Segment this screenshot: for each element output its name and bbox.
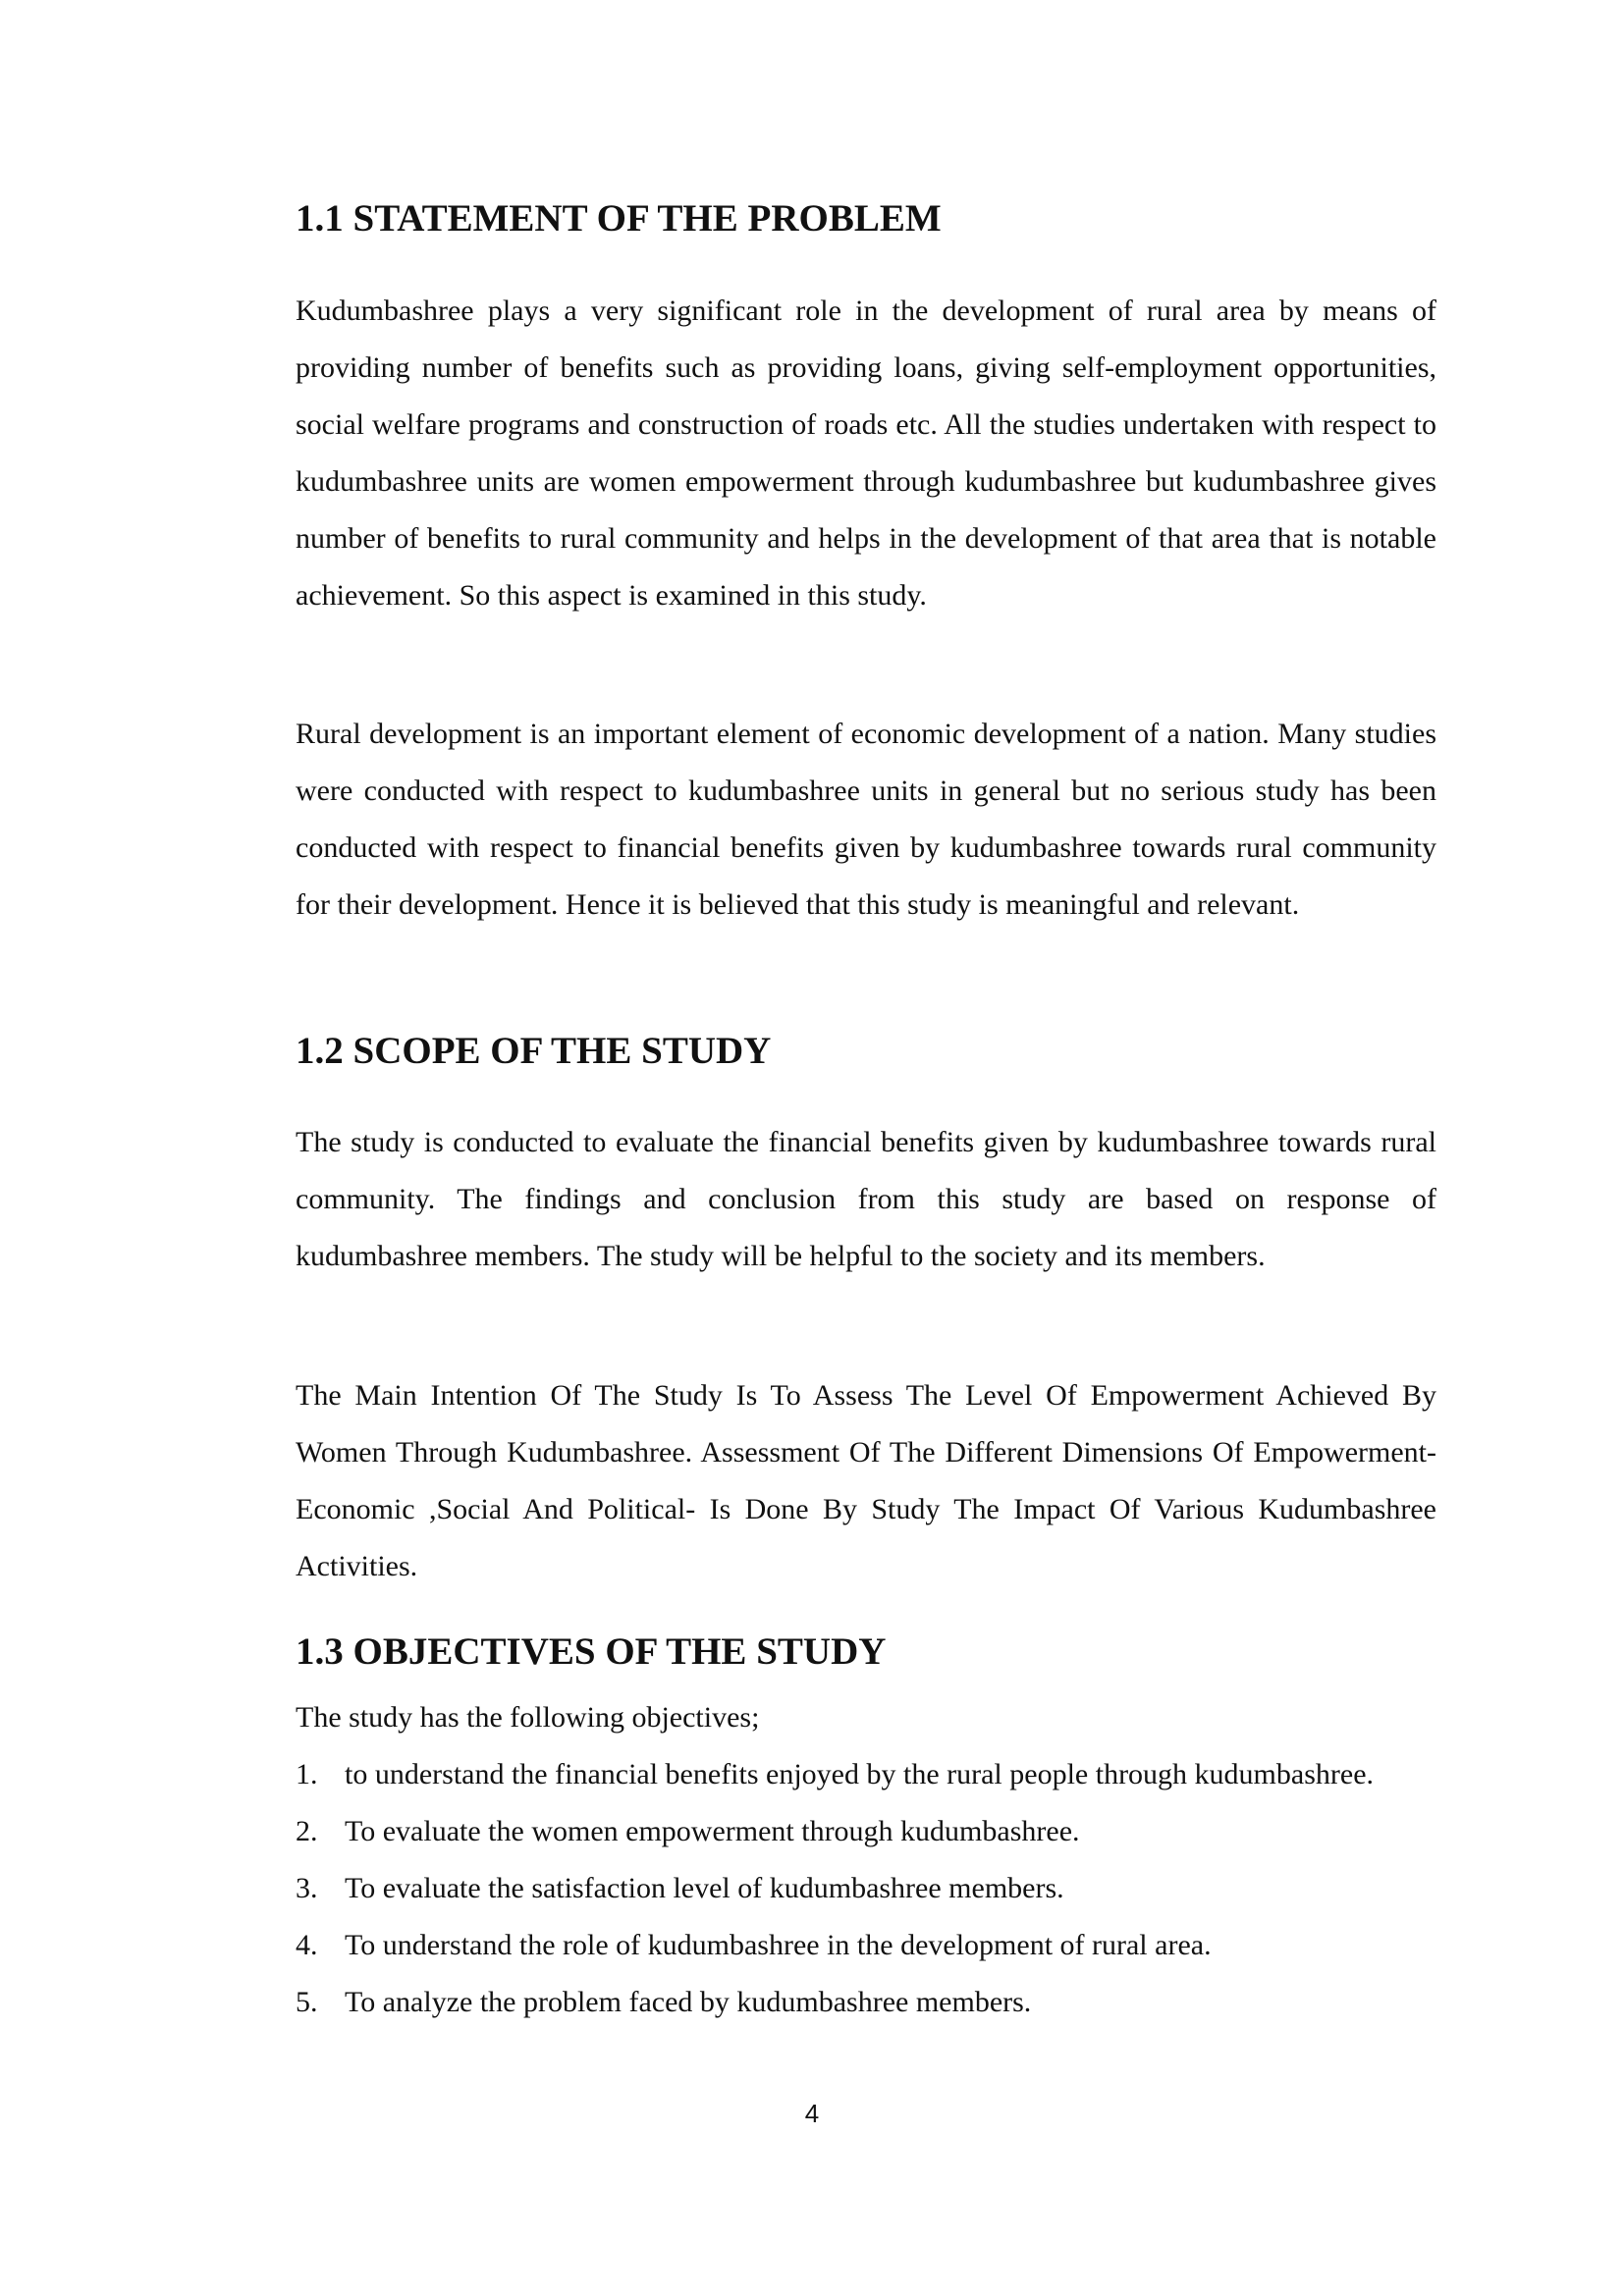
objective-number: 5. (296, 1986, 318, 2018)
objective-item-2 (296, 1803, 1436, 1860)
paragraph-scope-2: The Main Intention Of The Study Is To Assess The Level Of Empowerment Achieved By Women Through Kudumbashree. Assessment Of The Different Dimensions Of Empowerment- Economic ,Social And Political- Is Done By Study The Impact Of Various Kudumbashree Activities. (296, 1379, 1436, 1582)
objective-text: To evaluate the women empowerment through kudumbashree. (345, 1815, 1080, 1847)
objective-number: 4. (296, 1929, 318, 1961)
paragraph-statement-2: Rural development is an important element of economic development of a nation. Many studies were conducted with respect to kudumbashree units in general but no serious study has been conducted with respect to financial benefits given by kudumbashree towards rural community for their development. Hence it is believed that this study is meaningful and relevant. (296, 718, 1436, 921)
objective-number: 2. (296, 1815, 318, 1847)
objective-text: to understand the financial benefits enjoyed by the rural people through kudumbashree. (345, 1758, 1375, 1790)
objective-text: To understand the role of kudumbashree in the development of rural area. (345, 1929, 1212, 1961)
objective-item-5 (296, 1974, 1436, 2031)
objective-text: To analyze the problem faced by kudumbashree members. (345, 1986, 1032, 2018)
objective-item-1 (296, 1746, 1436, 1803)
objective-number: 1. (296, 1758, 318, 1790)
objectives-list (296, 1746, 1436, 2031)
objective-number: 3. (296, 1872, 318, 1904)
section-heading-statement-of-problem: 1.1 STATEMENT OF THE PROBLEM (296, 197, 942, 240)
page-number: 4 (804, 2099, 820, 2128)
paragraph-scope-1: The study is conducted to evaluate the financial benefits given by kudumbashree towards rural community. The findings and conclusion from this study are based on response of kudumbashree members. The study will be helpful to the society and its members. (296, 1126, 1436, 1272)
objective-item-3 (296, 1860, 1436, 1917)
objective-item-4 (296, 1917, 1436, 1974)
section-heading-scope-of-study: 1.2 SCOPE OF THE STUDY (296, 1030, 772, 1072)
objective-text: To evaluate the satisfaction level of kudumbashree members. (345, 1872, 1064, 1904)
section-heading-objectives: 1.3 OBJECTIVES OF THE STUDY (296, 1630, 887, 1673)
objectives-intro: The study has the following objectives; (296, 1701, 760, 1734)
paragraph-statement-1: Kudumbashree plays a very significant role in the development of rural area by means of providing number of benefits such as providing loans, giving self-employment opportunities, social welfare programs and construction of roads etc. All the studies undertaken with respect to kudumbashree units are women empowerment through kudumbashree but kudumbashree gives number of benefits to rural community and helps in the development of that area that is notable achievement. So this aspect is examined in this study. (296, 294, 1436, 612)
